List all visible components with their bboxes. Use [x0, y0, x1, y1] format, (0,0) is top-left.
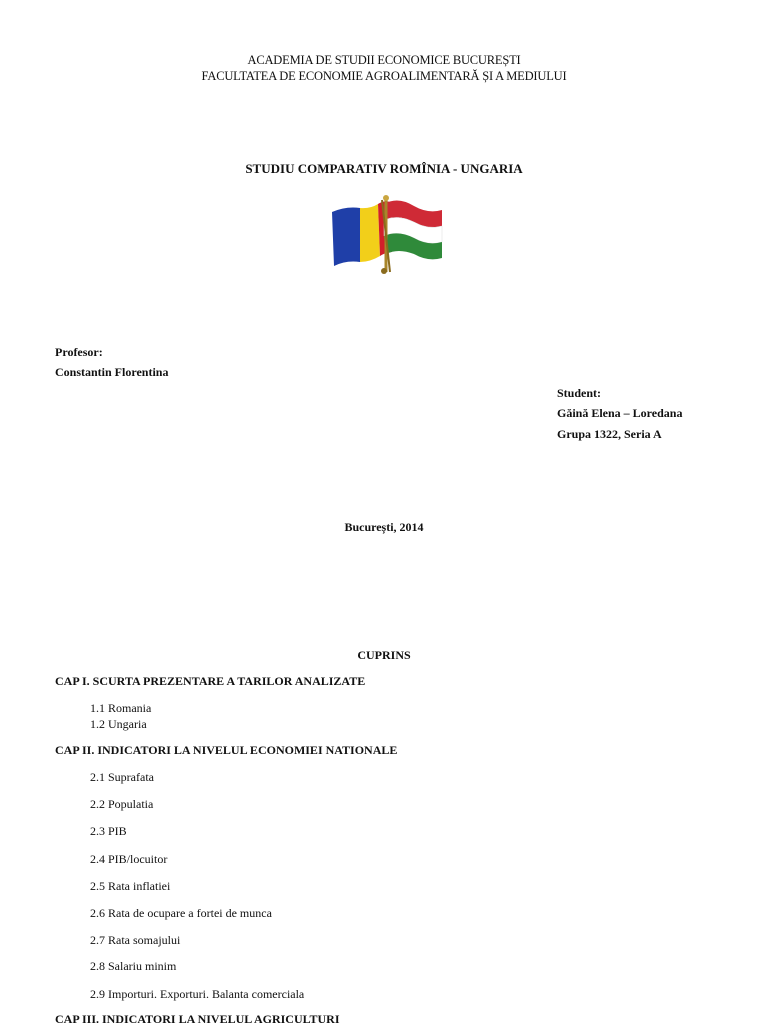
- toc-item: 2.6 Rata de ocupare a fortei de munca: [90, 906, 272, 920]
- student-label: Student:: [557, 386, 602, 400]
- toc-item: 2.7 Rata somajului: [90, 933, 181, 947]
- document-title: STUDIU COMPARATIV ROMÎNIA - UNGARIA: [245, 161, 523, 176]
- professor-label: Profesor:: [55, 345, 103, 359]
- toc-item: 2.9 Importuri. Exporturi. Balanta comerciala: [90, 987, 305, 1001]
- crossed-flags-image: [326, 192, 446, 276]
- toc-item: 1.1 Romania: [90, 701, 152, 715]
- toc-item: 2.1 Suprafata: [90, 770, 154, 784]
- toc-item: 1.2 Ungaria: [90, 717, 147, 731]
- flags-icon: [326, 192, 446, 276]
- hungary-flag: [384, 200, 442, 259]
- toc-chapter-2: CAP II. INDICATORI LA NIVELUL ECONOMIEI NATIONALE: [55, 743, 398, 757]
- toc-item: 2.4 PIB/locuitor: [90, 852, 168, 866]
- toc-item: 2.2 Populatia: [90, 797, 154, 811]
- faculty-name: FACULTATEA DE ECONOMIE AGROALIMENTARĂ ȘI A MEDIULUI: [201, 69, 567, 83]
- institution-name: ACADEMIA DE STUDII ECONOMICE BUCUREȘTI: [247, 53, 521, 67]
- toc-item: 2.8 Salariu minim: [90, 959, 177, 973]
- toc-chapter-3: CAP III. INDICATORI LA NIVELUL AGRICULTURI: [55, 1012, 340, 1026]
- toc-heading: CUPRINS: [357, 648, 411, 662]
- toc-chapter-1: CAP I. SCURTA PREZENTARE A TARILOR ANALIZATE: [55, 674, 366, 688]
- student-name: Găină Elena – Loredana: [557, 406, 683, 420]
- professor-name: Constantin Florentina: [55, 365, 169, 379]
- student-group: Grupa 1322, Seria A: [557, 427, 662, 441]
- toc-item: 2.3 PIB: [90, 824, 127, 838]
- place-date: București, 2014: [344, 520, 424, 534]
- toc-item: 2.5 Rata inflatiei: [90, 879, 171, 893]
